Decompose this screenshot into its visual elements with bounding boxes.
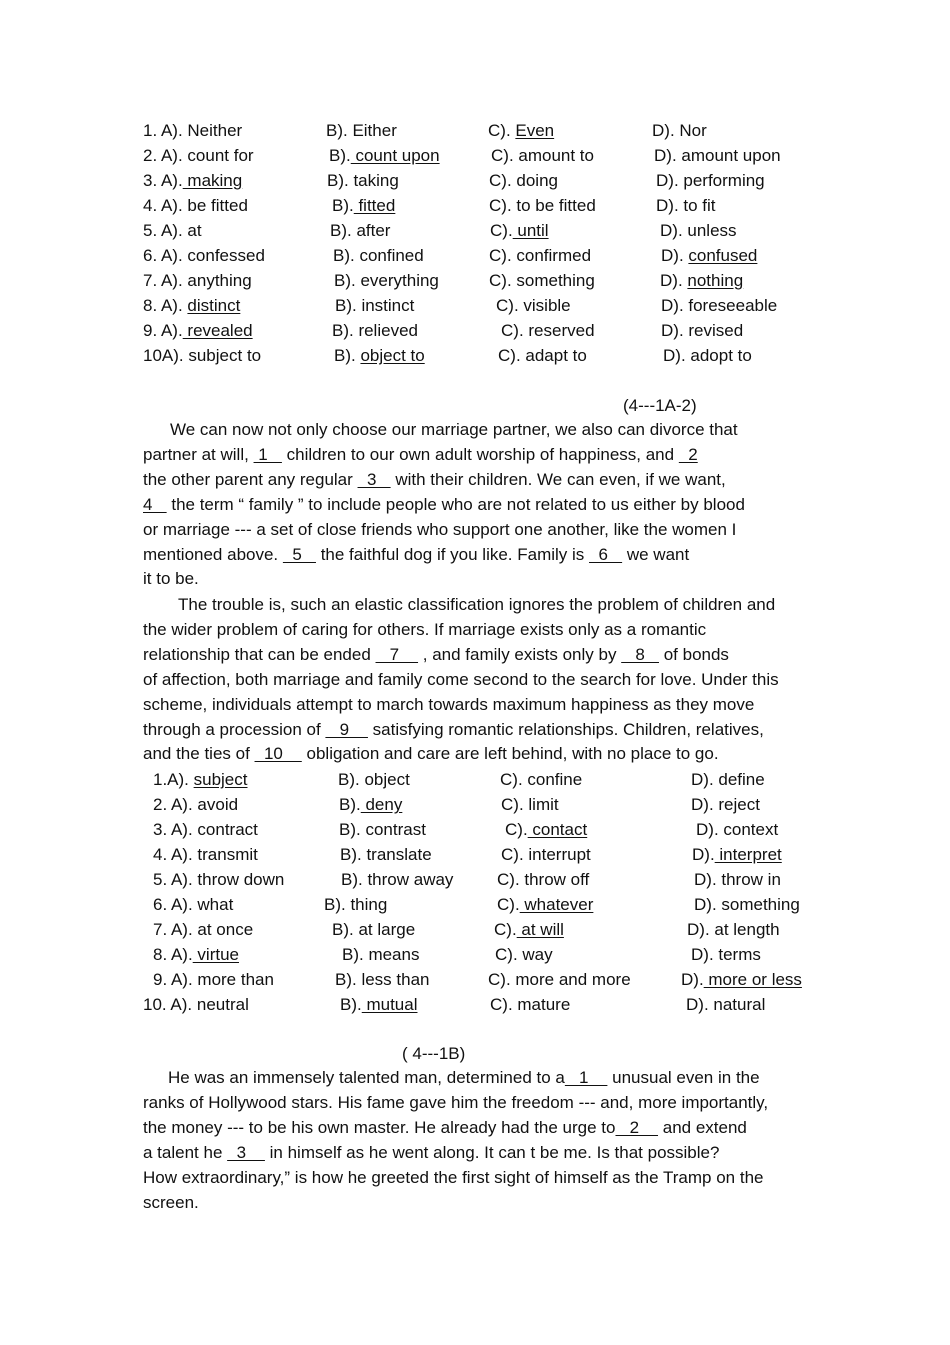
option-row — [143, 942, 863, 967]
option-d: D). nothing — [660, 271, 744, 290]
option-row — [143, 143, 863, 168]
answer-underline: fitted — [353, 196, 396, 215]
option-c: C). something — [489, 271, 595, 290]
text-line: The trouble is, such an elastic classification ignores the problem of children and — [178, 595, 776, 614]
option-a: 6. A). what — [153, 895, 234, 914]
answer-underline: count upon — [350, 146, 440, 165]
option-a: 4. A). transmit — [153, 845, 258, 864]
option-a: 9. A). more than — [153, 970, 274, 989]
text-line: a talent he 3 in himself as he went along. It can t be me. Is that possible? — [143, 1142, 720, 1162]
option-row — [143, 792, 863, 817]
option-d: D). context — [696, 820, 779, 839]
option-d: D). Nor — [652, 121, 707, 140]
option-d: D). terms — [691, 945, 761, 964]
option-c: C). confirmed — [489, 246, 592, 265]
option-a: 9. A). revealed — [143, 321, 253, 340]
option-a: 1. A). Neither — [143, 121, 243, 140]
blank-6: 6 — [589, 544, 623, 564]
text-line: of affection, both marriage and family come second to the search for love. Under this — [143, 669, 779, 689]
blank-2: 2 — [678, 444, 698, 464]
option-b: B). at large — [332, 920, 416, 939]
option-b: B). throw away — [341, 870, 454, 889]
option-c: C). adapt to — [498, 346, 587, 365]
passage3-heading: ( 4---1B) — [402, 1044, 466, 1063]
set2-options — [143, 767, 863, 1017]
answer-underline: distinct — [187, 296, 241, 315]
option-row — [143, 193, 863, 218]
text-line: He was an immensely talented man, determined to a 1 unusual even in the — [168, 1068, 760, 1087]
option-b: B). less than — [335, 970, 430, 989]
option-b: B). contrast — [339, 820, 426, 839]
option-a: 4. A). be fitted — [143, 196, 248, 215]
blank-8: 8 — [621, 644, 659, 664]
option-c: C). to be fitted — [489, 196, 596, 215]
answer-underline: mutual — [361, 995, 418, 1014]
option-d: D). revised — [661, 321, 744, 340]
option-row — [143, 168, 863, 193]
answer-underline: object to — [360, 346, 425, 365]
option-c: C). doing — [489, 171, 558, 190]
text-line: the other parent any regular 3 with their children. We can even, if we want, — [143, 469, 726, 489]
option-d: D). confused — [661, 246, 758, 265]
option-a: 7. A). anything — [143, 271, 252, 290]
text-line: We can now not only choose our marriage partner, we also can divorce that — [170, 420, 738, 439]
option-c: C). until — [490, 221, 549, 240]
option-a: 10. A). neutral — [143, 995, 249, 1014]
answer-underline: interpret — [714, 845, 782, 864]
blank-2: 2 — [615, 1117, 659, 1137]
option-d: D). foreseeable — [661, 296, 778, 315]
option-c: C). Even — [488, 121, 555, 140]
option-c: C). way — [495, 945, 553, 964]
option-c: C). limit — [501, 795, 559, 814]
option-d: D). reject — [691, 795, 760, 814]
option-b: B). object — [338, 770, 410, 789]
option-d: D). at length — [687, 920, 780, 939]
option-b: B). translate — [340, 845, 432, 864]
text-line: How extraordinary,” is how he greeted the first sight of himself as the Tramp on the — [143, 1167, 764, 1187]
text-line: 4 the term “ family ” to include people who are not related to us either by blood — [143, 494, 745, 514]
option-c: C). more and more — [488, 970, 631, 989]
answer-underline: subject — [193, 770, 248, 789]
option-b: B). means — [342, 945, 420, 964]
option-row — [143, 917, 863, 942]
text-line: partner at will, 1 children to our own adult worship of happiness, and 2 — [143, 444, 698, 464]
option-row — [143, 118, 863, 143]
option-b: B). fitted — [332, 196, 396, 215]
option-d: D). to fit — [656, 196, 716, 215]
option-b: B). confined — [333, 246, 424, 265]
option-a: 2. A). count for — [143, 146, 254, 165]
option-b: B). mutual — [340, 995, 418, 1014]
option-a: 7. A). at once — [153, 920, 254, 939]
option-b: B). object to — [334, 346, 425, 365]
blank-10: 10 — [254, 744, 302, 764]
answer-underline: at will — [516, 920, 564, 939]
passage2-paragraph-2 — [143, 593, 808, 767]
answer-underline: more or less — [703, 970, 802, 989]
option-d: D). throw in — [694, 870, 781, 889]
passage3-paragraph — [143, 1066, 808, 1215]
option-c: C). amount to — [491, 146, 594, 165]
option-a: 6. A). confessed — [143, 246, 265, 265]
option-d: D). unless — [660, 221, 737, 240]
blank-4: 4 — [143, 494, 167, 514]
option-a: 5. A). at — [143, 221, 202, 240]
option-b: B). Either — [326, 121, 397, 140]
option-c: C). reserved — [501, 321, 595, 340]
option-row — [143, 293, 863, 318]
option-row — [143, 343, 863, 368]
text-line: mentioned above. 5 the faithful dog if you like. Family is 6 we want — [143, 544, 690, 564]
option-c: C). throw off — [497, 870, 590, 889]
blank-1: 1 — [253, 444, 282, 464]
blank-1: 1 — [564, 1068, 608, 1087]
blank-9: 9 — [325, 719, 368, 739]
option-d: D). natural — [686, 995, 766, 1014]
text-line: through a procession of 9 satisfying romantic relationships. Children, relatives, — [143, 719, 764, 739]
option-b: B). taking — [327, 171, 399, 190]
answer-underline: making — [182, 171, 243, 190]
text-line: and the ties of 10 obligation and care are left behind, with no place to go. — [143, 744, 719, 764]
option-c: C). at will — [494, 920, 564, 939]
option-d: D). define — [691, 770, 765, 789]
answer-underline: until — [512, 221, 549, 240]
answer-underline: deny — [360, 795, 403, 814]
option-b: B). deny — [339, 795, 403, 814]
option-row — [143, 243, 863, 268]
option-row — [143, 842, 863, 867]
option-a: 8. A). distinct — [143, 296, 241, 315]
option-b: B). everything — [334, 271, 439, 290]
answer-underline: Even — [515, 121, 555, 140]
option-d: D). amount upon — [654, 146, 781, 165]
passage2-heading: (4---1A-2) — [623, 396, 697, 415]
option-a: 8. A). virtue — [153, 945, 239, 964]
answer-underline: revealed — [182, 321, 253, 340]
answer-underline: virtue — [192, 945, 239, 964]
passage2-paragraph-1 — [143, 418, 808, 592]
option-d: D). interpret — [692, 845, 782, 864]
option-b: B). thing — [324, 895, 388, 914]
option-c: C). whatever — [497, 895, 594, 914]
option-row — [143, 817, 863, 842]
text-line: the wider problem of caring for others. If marriage exists only as a romantic — [143, 619, 707, 639]
option-d: D). performing — [656, 171, 765, 190]
option-d: D). something — [694, 895, 800, 914]
answer-underline: confused — [688, 246, 758, 265]
option-row — [143, 992, 863, 1017]
text-line: or marriage --- a set of close friends who support one another, like the women I — [143, 519, 737, 539]
text-line: it to be. — [143, 569, 199, 589]
option-b: B). after — [330, 221, 391, 240]
answer-underline: contact — [527, 820, 588, 839]
option-row — [143, 318, 863, 343]
option-a: 3. A). making — [143, 171, 243, 190]
option-row — [143, 967, 863, 992]
option-a: 5. A). throw down — [153, 870, 285, 889]
option-b: B). relieved — [332, 321, 418, 340]
option-row — [143, 218, 863, 243]
option-c: C). confine — [500, 770, 583, 789]
option-a: 1.A). subject — [153, 770, 248, 789]
option-b: B). instinct — [335, 296, 415, 315]
option-a: 3. A). contract — [153, 820, 258, 839]
text-line: relationship that can be ended 7 , and family exists only by 8 of bonds — [143, 644, 729, 664]
option-row — [143, 892, 863, 917]
option-c: C). visible — [496, 296, 571, 315]
option-row — [143, 767, 863, 792]
option-c: C). interrupt — [501, 845, 591, 864]
option-b: B). count upon — [329, 146, 440, 165]
text-line: the money --- to be his own master. He already had the urge to 2 and extend — [143, 1117, 747, 1137]
answer-underline: whatever — [519, 895, 594, 914]
option-a: 2. A). avoid — [153, 795, 239, 814]
answer-underline: nothing — [687, 271, 744, 290]
option-d: D). more or less — [681, 970, 802, 989]
text-line: scheme, individuals attempt to march towards maximum happiness as they move — [143, 694, 755, 714]
option-a: 10A). subject to — [143, 346, 262, 365]
option-row — [143, 867, 863, 892]
blank-7: 7 — [375, 644, 419, 664]
blank-3: 3 — [357, 469, 391, 489]
option-c: C). contact — [505, 820, 588, 839]
option-c: C). mature — [490, 995, 571, 1014]
option-d: D). adopt to — [663, 346, 752, 365]
blank-5: 5 — [282, 544, 316, 564]
text-line: ranks of Hollywood stars. His fame gave him the freedom --- and, more importantly, — [143, 1092, 769, 1112]
text-line: screen. — [143, 1192, 199, 1212]
option-row — [143, 268, 863, 293]
set1-options — [143, 118, 863, 368]
blank-3: 3 — [227, 1142, 265, 1162]
